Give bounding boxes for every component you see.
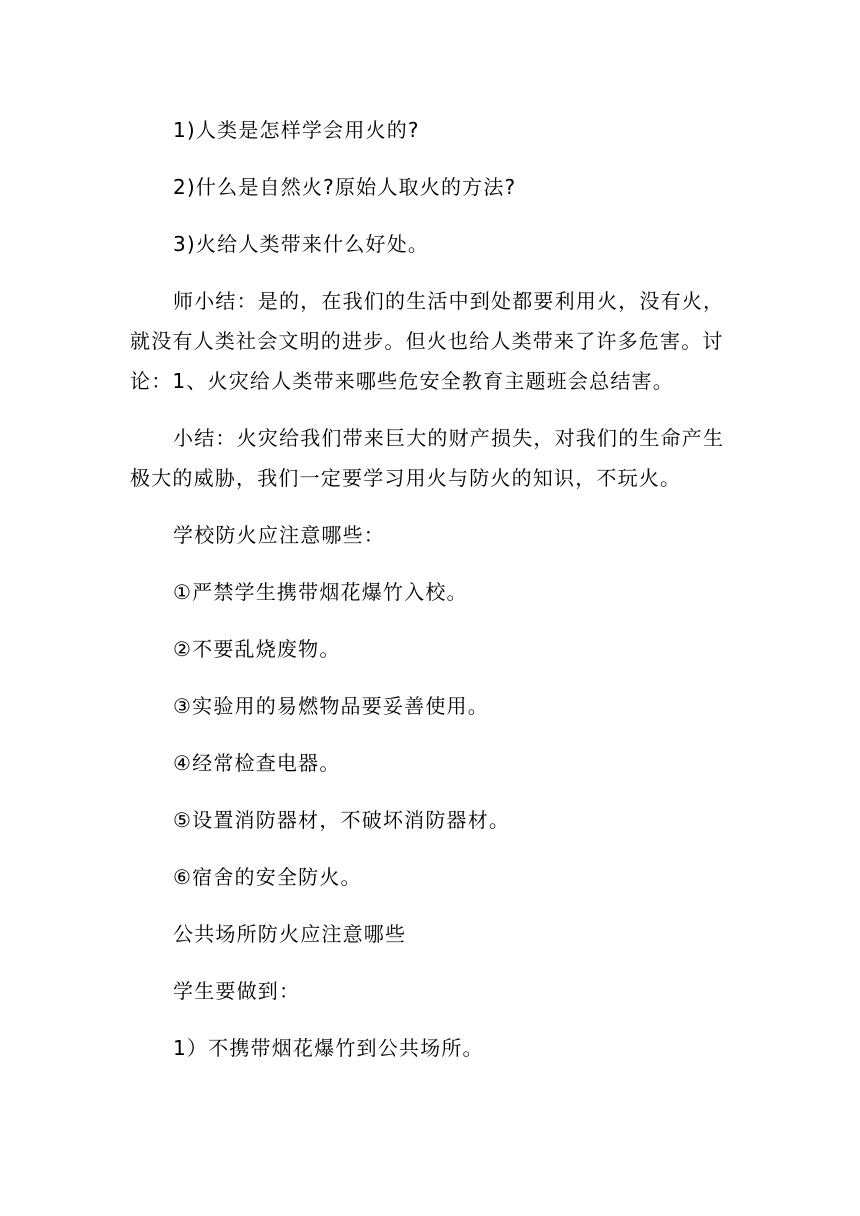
school-rule-1: ①严禁学生携带烟花爆竹入校。	[173, 580, 468, 604]
teacher-summary-paragraph: 师小结：是的，在我们的生活中到处都要利用火，没有火，就没有人类社会文明的进步。但火也给人类带来了许多危害。讨论：1、火灾给人类带来哪些危安全教育主题班会总结害。	[130, 289, 725, 393]
public-fire-heading: 公共场所防火应注意哪些	[173, 922, 407, 946]
school-rule-6: ⑥宿舍的安全防火。	[173, 865, 362, 889]
public-rule-1: 1）不携带烟花爆竹到公共场所。	[173, 1036, 484, 1060]
students-should-heading: 学生要做到：	[173, 979, 301, 1003]
question-3: 3)火给人类带来什么好处。	[173, 232, 430, 256]
school-rule-2: ②不要乱烧废物。	[173, 637, 341, 661]
school-rule-4: ④经常检查电器。	[173, 751, 341, 775]
school-rule-3: ③实验用的易燃物品要妥善使用。	[173, 694, 489, 718]
school-fire-heading: 学校防火应注意哪些：	[173, 523, 385, 547]
school-rule-5: ⑤设置消防器材，不破坏消防器材。	[173, 808, 511, 832]
question-2: 2)什么是自然火?原始人取火的方法?	[173, 175, 517, 199]
summary-paragraph: 小结：火灾给我们带来巨大的财产损失，对我们的生命产生极大的威胁，我们一定要学习用火与防火的知识，不玩火。	[130, 426, 725, 490]
question-1: 1)人类是怎样学会用火的?	[173, 118, 420, 142]
